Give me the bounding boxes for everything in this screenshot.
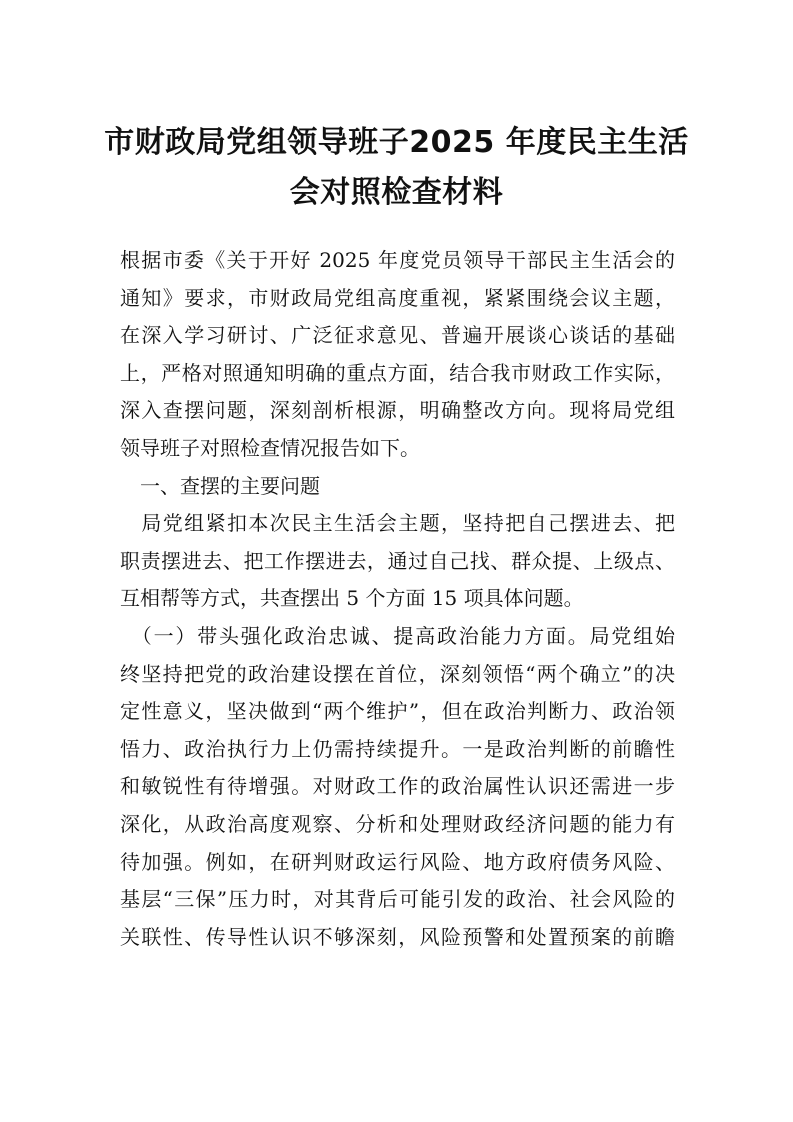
title-line-1: 市财政局党组领导班子2025 年度民主生活	[104, 125, 689, 160]
body-line: 局党组紧扣本次民主生活会主题，坚持把自己摆进去、把	[120, 511, 675, 536]
document-title	[100, 118, 693, 218]
body-line: 根据市委《关于开好 2025 年度党员领导干部民主生活会的	[120, 248, 675, 272]
body-line: 定性意义，坚决做到“两个维护”，但在政治判断力、政治领	[120, 699, 675, 724]
body-line: 和敏锐性有待增强。对财政工作的政治属性认识还需进一步	[120, 774, 675, 799]
body-line: 待加强。例如，在研判财政运行风险、地方政府债务风险、	[120, 849, 675, 874]
body-line: 上，严格对照通知明确的重点方面，结合我市财政工作实际，	[120, 360, 675, 385]
body-line: 通知》要求，市财政局党组高度重视，紧紧围绕会议主题，	[120, 285, 675, 310]
section-heading: 一、查摆的主要问题	[120, 473, 320, 498]
body-line: 基层“三保”压力时，对其背后可能引发的政治、社会风险的	[120, 887, 675, 912]
body-line: 深化，从政治高度观察、分析和处理财政经济问题的能力有	[120, 811, 675, 836]
body-line: 终坚持把党的政治建设摆在首位，深刻领悟“两个确立”的决	[120, 661, 675, 686]
body-line: 悟力、政治执行力上仍需持续提升。一是政治判断的前瞻性	[120, 736, 675, 761]
body-line: 在深入学习研讨、广泛征求意见、普遍开展谈心谈话的基础	[120, 323, 675, 348]
body-line: 互相帮等方式，共查摆出 5 个方面 15 项具体问题。	[120, 586, 584, 611]
title-line-2: 会对照检查材料	[289, 175, 504, 210]
body-line: 深入查摆问题，深刻剖析根源，明确整改方向。现将局党组	[120, 398, 675, 423]
document-body	[120, 242, 675, 956]
body-line: （一）带头强化政治忠诚、提高政治能力方面。局党组始	[120, 623, 675, 648]
body-line: 领导班子对照检查情况报告如下。	[120, 435, 420, 460]
body-line: 关联性、传导性认识不够深刻，风险预警和处置预案的前瞻	[120, 924, 675, 949]
body-line: 职责摆进去、把工作摆进去，通过自己找、群众提、上级点、	[120, 548, 675, 573]
